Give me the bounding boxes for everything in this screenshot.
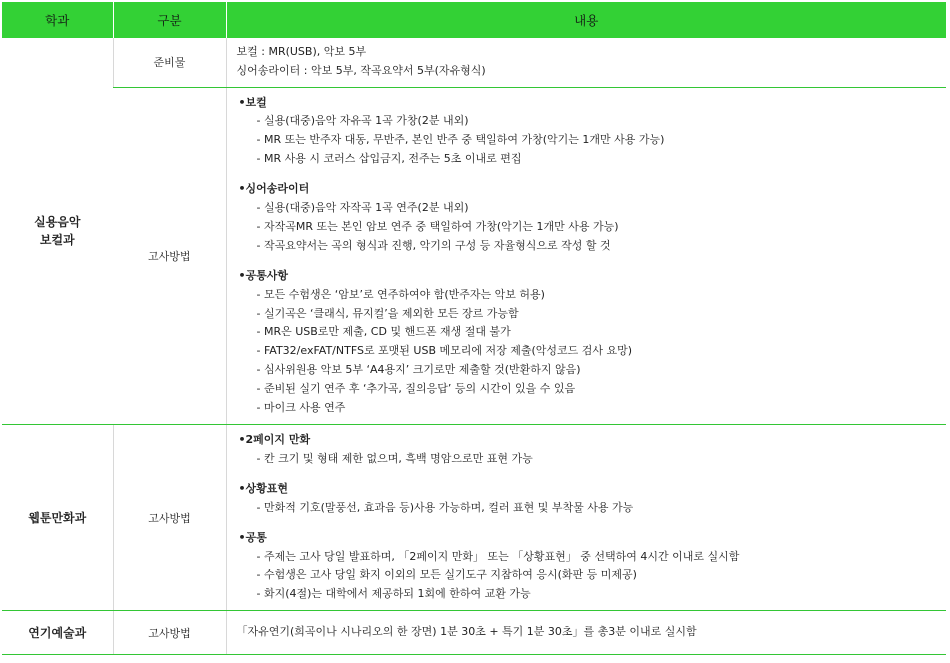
list-item: - MR 또는 반주자 대동, 무반주, 본인 반주 중 택일하여 가창(악기는 1개만 사용 가능) — [256, 133, 665, 147]
vocal-prep-content — [226, 38, 946, 87]
section-title: •상황표현 — [238, 481, 289, 495]
list-item: - FAT32/exFAT/NTFS로 포맷된 USB 메모리에 저장 제출(악성코드 검사 요망) — [256, 344, 633, 358]
type-prep: 준비물 — [113, 38, 226, 87]
vocal-method-content — [226, 87, 946, 425]
dept-vocal-line2: 보컬과 — [39, 233, 75, 247]
section-title: •2페이지 만화 — [238, 433, 311, 446]
section-title: •싱어송라이터 — [238, 182, 310, 196]
header-dept: 학과 — [2, 2, 113, 38]
section-title: •공통사항 — [238, 268, 289, 282]
list-item: - 실용(대중)음악 자작곡 1곡 연주(2분 내외) — [256, 201, 469, 215]
acting-row — [2, 611, 946, 655]
list-item: - 실용(대중)음악 자유곡 1곡 가창(2분 내외) — [256, 114, 469, 128]
header-row — [2, 2, 946, 38]
list-item: - 모든 수험생은 ‘암보’로 연주하여야 함(반주자는 악보 허용) — [256, 287, 545, 301]
prep-line: 보컬 : MR(USB), 악보 5부 — [236, 45, 367, 59]
vocal-prep-row — [2, 38, 946, 87]
header-type: 구분 — [113, 2, 226, 38]
dept-vocal-line1: 실용음악 — [34, 215, 81, 229]
type-method-webtoon: 고사방법 — [113, 425, 226, 611]
admission-table — [2, 2, 946, 655]
list-item: - 자작곡MR 또는 본인 암보 연주 중 택일하여 가창(악기는 1개만 사용 가능) — [256, 219, 619, 233]
vocal-method-row — [2, 87, 946, 425]
list-item: - 만화적 기호(말풍선, 효과음 등)사용 가능하며, 컬러 표현 및 부착물 사용 가능 — [256, 500, 634, 514]
list-item: - 작곡요약서는 곡의 형식과 진행, 악기의 구성 등 자율형식으로 작성 할 것 — [256, 238, 611, 252]
list-item: - 마이크 사용 연주 — [256, 401, 346, 415]
list-item: - MR은 USB로만 제출, CD 및 핸드폰 재생 절대 불가 — [256, 325, 511, 339]
dept-webtoon: 웹툰만화과 — [2, 425, 113, 611]
list-item: - 심사위원용 악보 5부 ‘A4용지’ 크기로만 제출할 것(반환하지 않음) — [256, 363, 581, 377]
webtoon-method-content — [226, 425, 946, 611]
prep-line: 싱어송라이터 : 악보 5부, 작곡요약서 5부(자유형식) — [236, 64, 486, 78]
section-title: •공통 — [238, 530, 267, 544]
acting-method-content: 「자유연기(희곡이나 시나리오의 한 장면) 1분 30초 + 특기 1분 30초」를 총3분 이내로 실시함 — [226, 611, 946, 655]
webtoon-row — [2, 425, 946, 611]
dept-acting: 연기예술과 — [2, 611, 113, 655]
list-item: - 칸 크기 및 형태 제한 없으며, 흑백 명암으로만 표현 가능 — [256, 451, 533, 465]
list-item: - 준비된 실기 연주 후 ‘추가곡, 질의응답’ 등의 시간이 있을 수 있음 — [256, 382, 576, 396]
header-content: 내용 — [226, 2, 946, 38]
type-method-acting: 고사방법 — [113, 611, 226, 655]
section-title: •보컬 — [238, 95, 267, 109]
dept-vocal — [2, 38, 113, 425]
list-item: - 화지(4절)는 대학에서 제공하되 1회에 한하여 교환 가능 — [256, 587, 531, 601]
list-item: - 실기곡은 ‘클래식, 뮤지컬’을 제외한 모든 장르 가능함 — [256, 306, 519, 320]
list-item: - MR 사용 시 코러스 삽입금지, 전주는 5초 이내로 편집 — [256, 152, 522, 166]
list-item: - 주제는 고사 당일 발표하며, 「2페이지 만화」 또는 「상황표현」 중 선택하여 4시간 이내로 실시함 — [256, 549, 740, 563]
list-item: - 수험생은 고사 당일 화지 이외의 모든 실기도구 지참하여 응시(화판 등 미제공) — [256, 568, 637, 582]
type-method-vocal: 고사방법 — [113, 87, 226, 425]
